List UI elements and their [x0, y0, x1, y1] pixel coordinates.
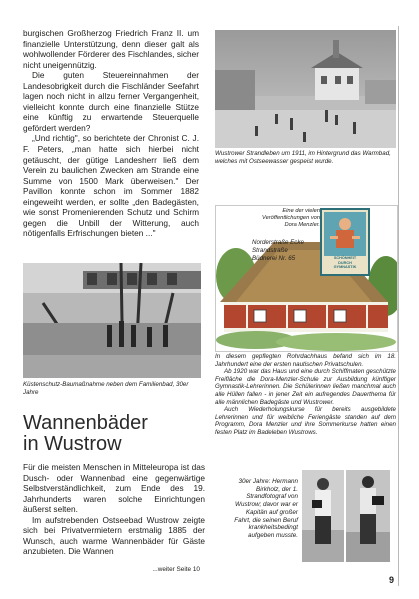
section-heading-line-1: Wannenbäder [23, 412, 148, 434]
section-paragraph-2: Im aufstrebenden Ostseebad Wustrow zeigte sich bei Privatvermietern erstmalig 1885 der Wunsch, auch warme Wannenbäder für Gäste anzubieten. Die Wannen [23, 514, 205, 557]
birkholz-photo-1 [302, 470, 344, 562]
page-number: 9 [388, 575, 394, 585]
kurse-caption: Auch Wiederholungskurse für bereits ausgebildete Lehrerinnen und für weibliche Feriengäste standen auf dem Programm, Dora Menzler und ihre Sommerkurse hatten einen festen Platz im Badeleben Wustrows. [215, 406, 396, 436]
kuestenschutz-caption: Küstenschutz-Baumaßnahme neben dem Familienbad, 30er Jahre [23, 381, 189, 396]
birkholz-caption: 30er Jahre: Hermann Birkholz, der 1. Strandfotograf von Wustrow; davor war er Kapitän auf großer Fahrt, die seinen Beruf krankheitsbedingt aufgeben musste. [234, 478, 298, 539]
section-heading-line-2: in Wustrow [23, 433, 122, 455]
poster-line-3: GYMNASTIK [333, 265, 357, 269]
birkholz-photo-2 [346, 470, 390, 562]
kuestenschutz-photo [23, 263, 201, 378]
article-text-block [23, 28, 199, 239]
poster-note: Eine der vielen Veröffentlichungen von Dora Menzler. [262, 208, 320, 228]
article-paragraph-1: burgischen Großherzog Friedrich Franz II. um finanzielle Unterstützung, denn dieser galt als wohlwollender Förderer des Fischlandes, sicher nicht uneigennützig. [23, 28, 199, 70]
rohrdachhaus-caption [215, 353, 396, 437]
section-heading [23, 413, 201, 455]
section-paragraph-1: Für die meisten Menschen in Mitteleuropa ist das Dusch- oder Wannenbad eine gegenwärtige Selbstverständlichkeit, zum Ende des 19. Jahrhunderts waren solche Einrichtungen äußerst selten. [23, 462, 205, 515]
section-text-block [23, 462, 205, 557]
poster-title [322, 256, 368, 270]
strandleben-caption: Wustrower Strandleben um 1911, im Hintergrund das Warmbad, welches mit Ostseewasser gespeist wurde. [215, 150, 391, 165]
poster-line-1: SCHÖNHEIT [333, 256, 357, 260]
article-paragraph-2: Die guten Steuereinnahmen der Landesobrigkeit durch die Fischländer Seefahrt lagen noch nicht in allzu ferner Vergangenheit, vielleicht konnte durch eine finanzielle Stütze eine künftig zu erwartende Steuerquelle gefördert werden? [23, 70, 199, 133]
rohrdachhaus-caption-1: In diesem gepflegten Rohrdachhaus befand sich im 18. Jahrhundert eine der ersten nautischen Privatschulen. [215, 353, 396, 368]
article-paragraph-3: „Und richtig", so berichtete der Chronist C. J. F. Peters, „man hatte sich hierbei nicht getäuscht, der gütige Landesherr ließ dem Verein zu baulichen Zwecken am Strande eine Summe von 1500 Mark überweisen." Der Pavillon konnte schon im Sommer 1882 eingeweiht werden, er sollte „den Badegästen, wie sonst Promenierenden Schutz und Schirm gegen die Unbill der Witterung, auch nötigenfalls Erfrischungen bieten ..." [23, 133, 199, 239]
address-note: Norderstraße Ecke Strandstraße Büdnerei Nr. 65 [252, 239, 304, 262]
menzler-caption: Ab 1920 war das Haus und eine durch Schiffmaten geschützte Freifläche die Dora-Menzler-Schule zur Ausbildung künftiger Gymnastik-Lehrerinnen. Die Schülerinnen ließen manchmal auch alle Hüllen fallen - in jener Zeit ein aufregendes Dauerthema für alle männlichen Badegäste und Wustrower. [215, 368, 396, 406]
continued-note: ...weiter Seite 10 [152, 566, 200, 573]
right-border [398, 26, 399, 586]
poster-line-2: DURCH [338, 260, 352, 265]
strandleben-photo [215, 30, 396, 148]
